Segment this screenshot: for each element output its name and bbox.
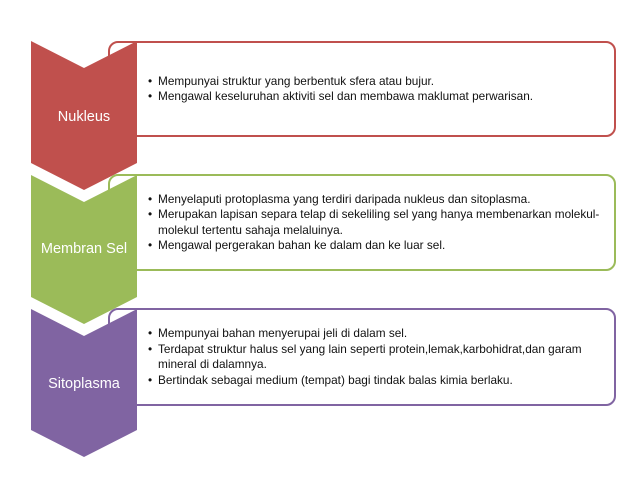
sitoplasma-bullet-2: • Terdapat struktur halus sel yang lain seperti protein,lemak,karbohidrat,dan garam mineral di dalamnya.	[148, 342, 606, 373]
membran-sel-bullet-3: • Mengawal pergerakan bahan ke dalam dan ke luar sel.	[148, 238, 606, 254]
sitoplasma-bullet-1: • Mempunyai bahan menyerupai jeli di dalam sel.	[148, 326, 606, 342]
nukleus-bullet-2: • Mengawal keseluruhan aktiviti sel dan membawa maklumat perwarisan.	[148, 89, 533, 105]
nukleus-bullet-1: • Mempunyai struktur yang berbentuk sfera atau bujur.	[148, 74, 533, 90]
nukleus-label: Nukleus	[57, 109, 111, 125]
membran-sel-bullet-1: • Menyelaputi protoplasma yang terdiri daripada nukleus dan sitoplasma.	[148, 192, 606, 208]
sitoplasma-label: Sitoplasma	[48, 376, 120, 392]
membran-sel-bullet-2: • Merupakan lapisan separa telap di sekeliling sel yang hanya membenarkan molekul-molekul tertentu sahaja melaluinya.	[148, 207, 606, 238]
membran-sel-label: Membran Sel	[40, 241, 128, 257]
sitoplasma-bullet-3: • Bertindak sebagai medium (tempat) bagi tindak balas kimia berlaku.	[148, 373, 606, 389]
